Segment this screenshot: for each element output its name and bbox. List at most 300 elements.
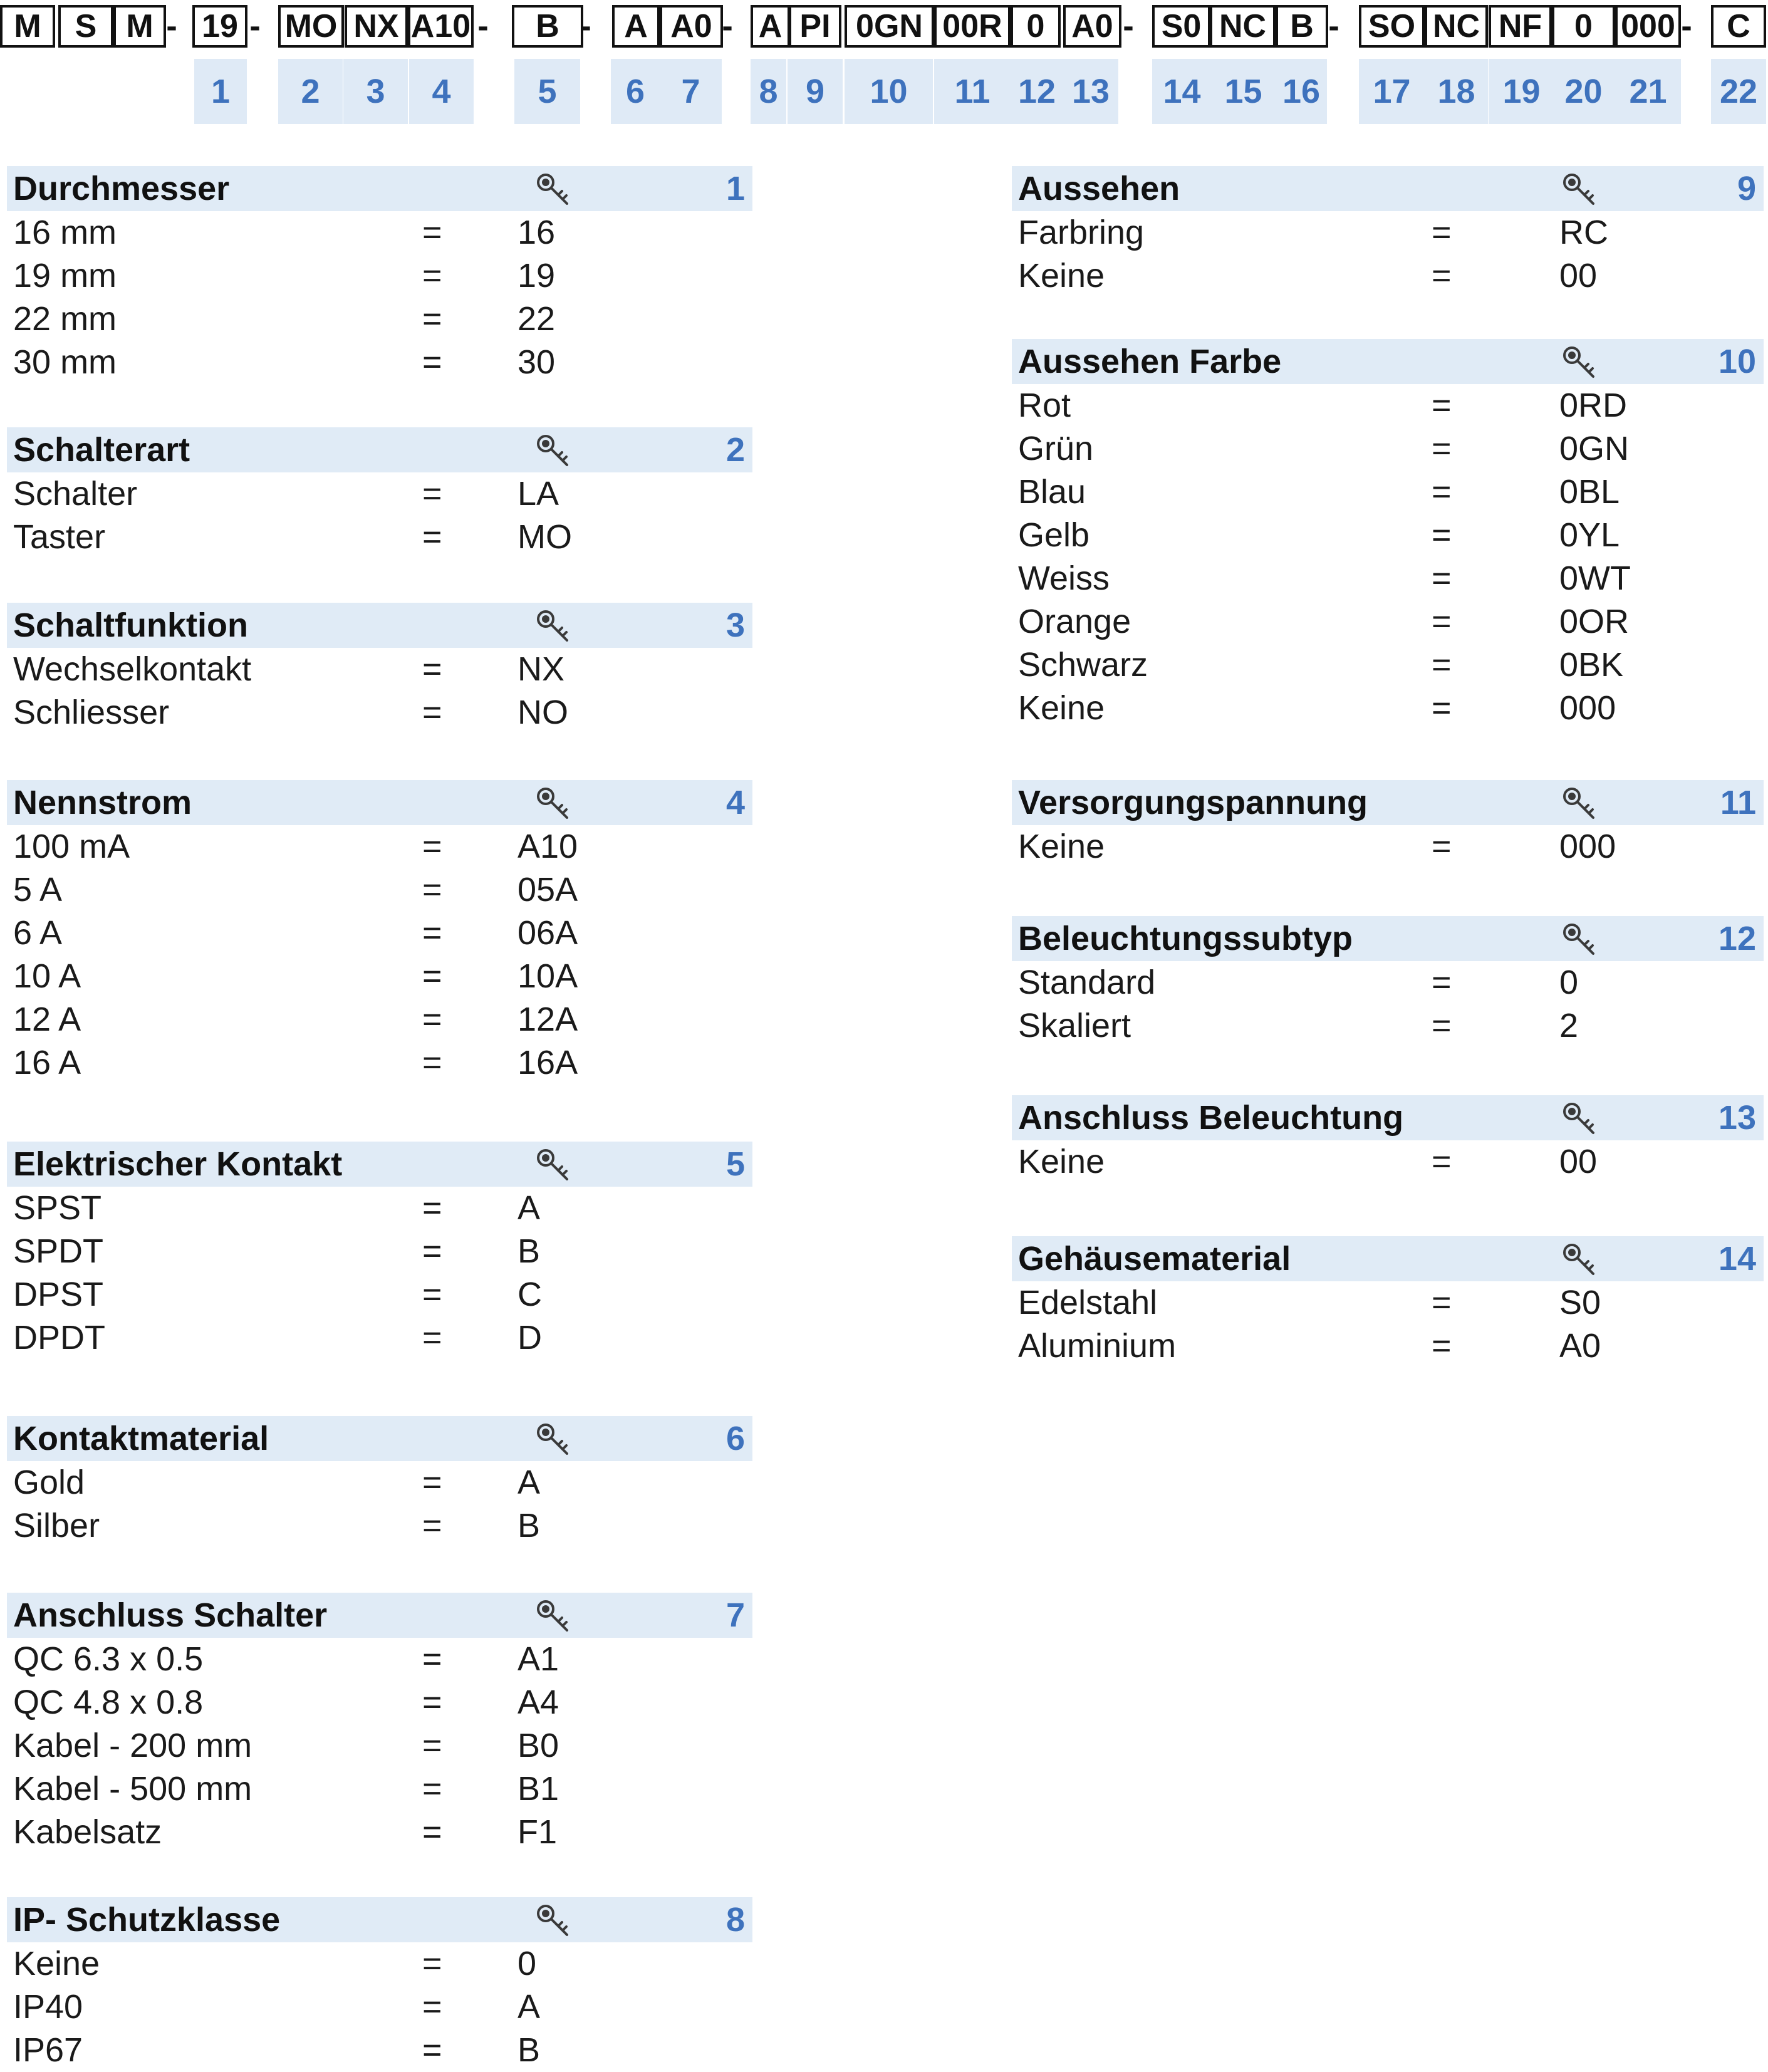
option-label: Keine	[1018, 828, 1105, 865]
equals-sign: =	[422, 871, 442, 908]
equals-sign: =	[1432, 560, 1452, 597]
option-row	[7, 1942, 752, 1986]
section-number: 14	[1718, 1240, 1756, 1278]
section-title: Anschluss Beleuchtung	[1018, 1099, 1404, 1137]
code-separator: -	[249, 8, 261, 44]
option-code: NX	[517, 650, 565, 688]
equals-sign: =	[1432, 214, 1452, 251]
section-number: 10	[1718, 343, 1756, 380]
equals-sign: =	[422, 1507, 442, 1544]
option-row	[7, 1986, 752, 2029]
option-code: RC	[1559, 214, 1608, 251]
code-separator: -	[166, 8, 177, 44]
section-number: 5	[725, 1145, 745, 1183]
section-title: IP- Schutzklasse	[13, 1901, 281, 1939]
option-label: Kabel - 200 mm	[13, 1727, 252, 1764]
equals-sign: =	[422, 1988, 442, 2026]
equals-sign: =	[1432, 430, 1452, 467]
section-number: 13	[1718, 1099, 1756, 1137]
code-box: A10	[408, 5, 474, 48]
section-header	[7, 1593, 752, 1638]
option-label: 22 mm	[13, 300, 117, 338]
section-header	[1012, 166, 1764, 211]
position-number: 15	[1211, 59, 1276, 124]
code-separator: -	[1681, 8, 1692, 44]
option-row	[1012, 427, 1764, 471]
position-number: 9	[788, 59, 843, 124]
section-header	[7, 603, 752, 648]
section-title: Versorgungspannung	[1018, 784, 1368, 821]
equals-sign: =	[1432, 964, 1452, 1001]
option-row	[7, 825, 752, 868]
option-section	[7, 1897, 752, 2072]
code-box: MO	[278, 5, 344, 48]
option-row	[7, 955, 752, 998]
option-row	[1012, 643, 1764, 687]
option-code: 10A	[517, 957, 578, 995]
option-code: 0GN	[1559, 430, 1630, 467]
option-code: 0YL	[1559, 516, 1620, 554]
code-box: B	[512, 5, 583, 48]
option-code: D	[517, 1319, 542, 1356]
option-label: 5 A	[13, 871, 63, 908]
equals-sign: =	[1432, 516, 1452, 554]
code-box: SO	[1359, 5, 1425, 48]
option-label: DPST	[13, 1276, 104, 1313]
option-code: 000	[1559, 828, 1616, 865]
option-row	[1012, 961, 1764, 1004]
option-row	[7, 912, 752, 955]
option-label: Rot	[1018, 387, 1071, 424]
position-number: 17	[1359, 59, 1425, 124]
section-title: Anschluss Schalter	[13, 1596, 328, 1634]
option-label: 16 mm	[13, 214, 117, 251]
equals-sign: =	[422, 1189, 442, 1227]
equals-sign: =	[422, 518, 442, 556]
option-label: Weiss	[1018, 560, 1110, 597]
code-box: 0	[1011, 5, 1061, 48]
position-number: 5	[514, 59, 580, 124]
position-number: 4	[409, 59, 474, 124]
section-title: Durchmesser	[13, 170, 230, 207]
option-code: A4	[517, 1684, 559, 1721]
option-row	[1012, 600, 1764, 643]
key-icon	[534, 171, 572, 209]
option-label: Keine	[1018, 1143, 1105, 1180]
code-separator: -	[1328, 8, 1339, 44]
option-label: IP67	[13, 2031, 83, 2069]
key-icon	[534, 1598, 572, 1635]
code-separator: -	[580, 8, 591, 44]
key-icon	[1561, 785, 1598, 823]
equals-sign: =	[422, 300, 442, 338]
option-row	[7, 1767, 752, 1811]
key-icon	[534, 1421, 572, 1459]
option-row	[7, 1273, 752, 1316]
section-title: Elektrischer Kontakt	[13, 1145, 343, 1183]
option-code: 0	[517, 1945, 537, 1982]
position-number: 3	[343, 59, 408, 124]
option-row	[7, 1461, 752, 1504]
equals-sign: =	[422, 257, 442, 294]
section-title: Schaltfunktion	[13, 607, 248, 644]
equals-sign: =	[1432, 603, 1452, 640]
option-label: Aluminium	[1018, 1327, 1177, 1365]
equals-sign: =	[1432, 646, 1452, 684]
option-row	[1012, 1325, 1764, 1368]
option-label: Gelb	[1018, 516, 1090, 554]
option-row	[7, 1638, 752, 1681]
option-code: 0WT	[1559, 560, 1631, 597]
section-number: 7	[725, 1596, 745, 1634]
option-code: 00	[1559, 1143, 1598, 1180]
option-code: A1	[517, 1640, 559, 1678]
option-code: MO	[517, 518, 572, 556]
section-header	[1012, 916, 1764, 961]
option-code: 0OR	[1559, 603, 1630, 640]
position-number: 7	[660, 59, 722, 124]
code-box: M	[113, 5, 166, 48]
code-separator: -	[1123, 8, 1134, 44]
option-row	[7, 1041, 752, 1085]
option-section	[7, 1593, 752, 1854]
option-code: 0BK	[1559, 646, 1624, 684]
code-box: NX	[345, 5, 408, 48]
option-code: A0	[1559, 1327, 1601, 1365]
option-label: Taster	[13, 518, 106, 556]
section-header	[1012, 1236, 1764, 1281]
code-box: 19	[192, 5, 247, 48]
option-row	[7, 1724, 752, 1767]
option-row	[1012, 254, 1764, 298]
option-row	[1012, 211, 1764, 254]
position-number: 8	[751, 59, 786, 124]
option-section	[7, 1142, 752, 1360]
equals-sign: =	[1432, 1284, 1452, 1321]
option-label: Kabel - 500 mm	[13, 1770, 252, 1808]
option-label: Skaliert	[1018, 1007, 1131, 1044]
key-icon	[534, 432, 572, 470]
option-code: 19	[517, 257, 556, 294]
section-number: 6	[725, 1420, 745, 1457]
equals-sign: =	[422, 1770, 442, 1808]
position-number: 16	[1276, 59, 1327, 124]
position-number: 10	[845, 59, 933, 124]
equals-sign: =	[422, 1640, 442, 1678]
option-code: B0	[517, 1727, 559, 1764]
option-label: DPDT	[13, 1319, 105, 1356]
option-section	[1012, 339, 1764, 730]
option-label: Keine	[1018, 257, 1105, 294]
option-section	[1012, 1095, 1764, 1184]
equals-sign: =	[422, 214, 442, 251]
option-row	[1012, 1140, 1764, 1184]
position-number: 1	[194, 59, 247, 124]
option-row	[7, 1230, 752, 1273]
option-section	[7, 603, 752, 734]
option-label: 30 mm	[13, 343, 117, 381]
option-row	[1012, 1004, 1764, 1048]
option-code: 22	[517, 300, 556, 338]
option-section	[7, 1416, 752, 1548]
option-label: Schliesser	[13, 694, 170, 731]
section-header	[7, 1142, 752, 1187]
code-box: NF	[1489, 5, 1552, 48]
equals-sign: =	[422, 957, 442, 995]
code-separator: -	[722, 8, 733, 44]
equals-sign: =	[1432, 689, 1452, 727]
section-title: Kontaktmaterial	[13, 1420, 269, 1457]
section-title: Gehäusematerial	[1018, 1240, 1291, 1278]
option-code: B1	[517, 1770, 559, 1808]
position-number: 21	[1615, 59, 1681, 124]
option-label: Wechselkontakt	[13, 650, 252, 688]
code-separator: -	[477, 8, 489, 44]
equals-sign: =	[422, 343, 442, 381]
option-row	[7, 298, 752, 341]
section-header	[7, 166, 752, 211]
code-box: 00R	[934, 5, 1011, 48]
code-box: A0	[660, 5, 723, 48]
option-code: 0	[1559, 964, 1579, 1001]
equals-sign: =	[422, 1727, 442, 1764]
equals-sign: =	[422, 1464, 442, 1501]
option-section	[1012, 916, 1764, 1048]
position-number: 11	[934, 59, 1011, 124]
code-box: A	[751, 5, 790, 48]
option-label: QC 6.3 x 0.5	[13, 1640, 204, 1678]
position-number: 6	[611, 59, 660, 124]
equals-sign: =	[1432, 828, 1452, 865]
code-box: NC	[1425, 5, 1488, 48]
equals-sign: =	[422, 1684, 442, 1721]
equals-sign: =	[1432, 473, 1452, 511]
code-box: 0	[1552, 5, 1615, 48]
section-header	[7, 1897, 752, 1942]
option-row	[7, 341, 752, 384]
section-number: 8	[725, 1901, 745, 1939]
option-label: Kabelsatz	[13, 1813, 162, 1851]
option-label: Orange	[1018, 603, 1131, 640]
option-code: 05A	[517, 871, 578, 908]
equals-sign: =	[1432, 1007, 1452, 1044]
option-row	[7, 1681, 752, 1724]
code-box: S0	[1152, 5, 1210, 48]
option-label: 100 mA	[13, 828, 130, 865]
option-label: Silber	[13, 1507, 100, 1544]
option-section	[7, 780, 752, 1085]
section-title: Nennstrom	[13, 784, 192, 821]
option-code: 06A	[517, 914, 578, 952]
option-code: B	[517, 2031, 541, 2069]
position-number: 13	[1063, 59, 1118, 124]
option-label: Gold	[13, 1464, 85, 1501]
code-box: NC	[1210, 5, 1276, 48]
option-label: Keine	[13, 1945, 100, 1982]
option-row	[1012, 384, 1764, 427]
option-code: 00	[1559, 257, 1598, 294]
equals-sign: =	[422, 650, 442, 688]
option-code: 16A	[517, 1044, 578, 1081]
code-box: A0	[1063, 5, 1121, 48]
key-icon	[534, 785, 572, 823]
option-row	[7, 691, 752, 734]
option-row	[7, 211, 752, 254]
key-icon	[1561, 921, 1598, 959]
section-number: 2	[725, 431, 745, 469]
option-code: A	[517, 1464, 541, 1501]
option-label: Schwarz	[1018, 646, 1148, 684]
key-icon	[534, 1147, 572, 1184]
option-row	[1012, 825, 1764, 868]
option-section	[1012, 780, 1764, 868]
option-row	[1012, 471, 1764, 514]
section-header	[7, 1416, 752, 1461]
equals-sign: =	[422, 1813, 442, 1851]
key-icon	[1561, 1241, 1598, 1279]
option-label: Edelstahl	[1018, 1284, 1158, 1321]
option-row	[7, 2029, 752, 2072]
option-row	[7, 472, 752, 516]
code-box: 000	[1615, 5, 1681, 48]
position-number: 2	[278, 59, 343, 124]
key-icon	[534, 608, 572, 645]
option-code: S0	[1559, 1284, 1601, 1321]
equals-sign: =	[422, 475, 442, 513]
equals-sign: =	[1432, 1143, 1452, 1180]
option-label: 10 A	[13, 957, 81, 995]
option-section	[1012, 166, 1764, 298]
equals-sign: =	[422, 1319, 442, 1356]
option-code: 16	[517, 214, 556, 251]
code-box: 0GN	[845, 5, 934, 48]
section-title: Aussehen Farbe	[1018, 343, 1282, 380]
section-number: 11	[1720, 784, 1756, 821]
option-row	[7, 254, 752, 298]
option-code: 000	[1559, 689, 1616, 727]
equals-sign: =	[422, 1044, 442, 1081]
option-label: SPDT	[13, 1232, 104, 1270]
equals-sign: =	[1432, 1327, 1452, 1365]
section-header	[1012, 339, 1764, 384]
option-code: B	[517, 1507, 541, 1544]
option-code: LA	[517, 475, 559, 513]
section-number: 1	[725, 170, 745, 207]
position-number: 19	[1489, 59, 1554, 124]
option-row	[7, 868, 752, 912]
key-icon	[534, 1902, 572, 1940]
code-box: A	[612, 5, 660, 48]
equals-sign: =	[422, 828, 442, 865]
option-row	[1012, 557, 1764, 600]
option-code: 0BL	[1559, 473, 1620, 511]
option-label: Standard	[1018, 964, 1156, 1001]
section-number: 3	[725, 607, 745, 644]
position-number: 22	[1711, 59, 1766, 124]
option-code: A10	[517, 828, 578, 865]
option-code: A	[517, 1988, 541, 2026]
option-code: B	[517, 1232, 541, 1270]
option-label: 6 A	[13, 914, 63, 952]
code-box: S	[58, 5, 113, 48]
position-number: 14	[1152, 59, 1212, 124]
section-header	[1012, 1095, 1764, 1140]
option-section	[7, 427, 752, 559]
equals-sign: =	[422, 1232, 442, 1270]
section-title: Aussehen	[1018, 170, 1180, 207]
option-label: 16 A	[13, 1044, 81, 1081]
equals-sign: =	[1432, 257, 1452, 294]
option-code: 12A	[517, 1001, 578, 1038]
option-label: Blau	[1018, 473, 1086, 511]
option-row	[7, 998, 752, 1041]
code-box: M	[0, 5, 55, 48]
option-code: 0RD	[1559, 387, 1628, 424]
position-number: 18	[1425, 59, 1488, 124]
equals-sign: =	[422, 1945, 442, 1982]
section-header	[7, 427, 752, 472]
section-title: Schalterart	[13, 431, 190, 469]
key-icon	[1561, 344, 1598, 382]
option-code: 30	[517, 343, 556, 381]
option-section	[1012, 1236, 1764, 1368]
option-label: Keine	[1018, 689, 1105, 727]
option-row	[7, 1504, 752, 1548]
option-code: NO	[517, 694, 568, 731]
option-row	[7, 648, 752, 691]
key-icon	[1561, 171, 1598, 209]
section-title: Beleuchtungssubtyp	[1018, 920, 1353, 957]
option-row	[1012, 687, 1764, 730]
key-icon	[1561, 1100, 1598, 1138]
code-box: C	[1711, 5, 1766, 48]
option-label: Farbring	[1018, 214, 1145, 251]
option-row	[7, 1187, 752, 1230]
section-header	[1012, 780, 1764, 825]
option-code: C	[517, 1276, 542, 1313]
code-box: B	[1276, 5, 1328, 48]
option-row	[1012, 1281, 1764, 1325]
option-section	[7, 166, 752, 384]
option-label: IP40	[13, 1988, 83, 2026]
equals-sign: =	[422, 1001, 442, 1038]
code-box: PI	[789, 5, 841, 48]
option-row	[7, 516, 752, 559]
option-label: 19 mm	[13, 257, 117, 294]
equals-sign: =	[1432, 387, 1452, 424]
option-label: Grün	[1018, 430, 1094, 467]
option-label: 12 A	[13, 1001, 81, 1038]
option-code: F1	[517, 1813, 558, 1851]
option-label: Schalter	[13, 475, 138, 513]
option-row	[7, 1811, 752, 1854]
option-label: SPST	[13, 1189, 102, 1227]
equals-sign: =	[422, 2031, 442, 2069]
position-number: 12	[1011, 59, 1063, 124]
section-header	[7, 780, 752, 825]
option-label: QC 4.8 x 0.8	[13, 1684, 204, 1721]
equals-sign: =	[422, 694, 442, 731]
equals-sign: =	[422, 1276, 442, 1313]
option-code: 2	[1559, 1007, 1579, 1044]
position-number: 20	[1552, 59, 1615, 124]
equals-sign: =	[422, 914, 442, 952]
option-code: A	[517, 1189, 541, 1227]
option-row	[1012, 514, 1764, 557]
option-row	[7, 1316, 752, 1360]
section-number: 9	[1737, 170, 1756, 207]
section-number: 12	[1718, 920, 1756, 957]
